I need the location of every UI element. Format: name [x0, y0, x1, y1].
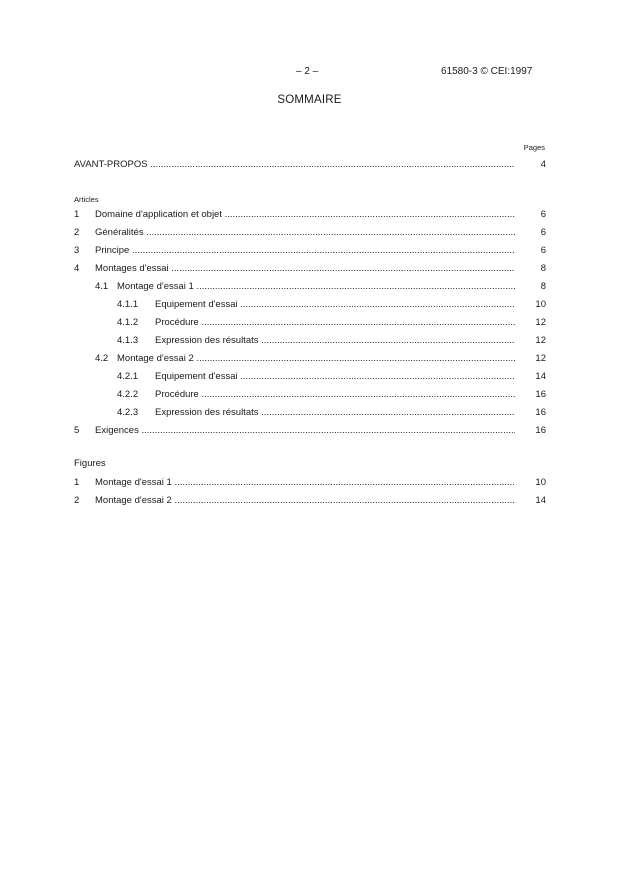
toc-entry[interactable] — [74, 262, 546, 276]
toc-entry-page: 6 — [540, 227, 546, 238]
toc-entry-label: Exigences ..... — [95, 424, 515, 438]
toc-entry-page: 12 — [535, 353, 546, 364]
toc-entry-number: 3 — [74, 245, 80, 256]
toc-entry-page: 8 — [540, 263, 546, 274]
toc-entry[interactable] — [74, 208, 546, 222]
toc-entry-number: 5 — [74, 425, 80, 436]
toc-entry-label: Montages d'essai ..... — [95, 262, 515, 276]
page-title: SOMMAIRE — [277, 94, 342, 106]
toc-entry-label: Procédure ..... — [155, 388, 515, 402]
toc-entry-number: 4.2 — [95, 353, 109, 364]
toc-figure-entry[interactable] — [74, 476, 546, 490]
toc-entry-label: Montage d'essai 1 ..... — [95, 476, 515, 490]
toc-entry-number: 4.2.1 — [117, 371, 139, 382]
toc-entry-label: Généralités ..... — [95, 226, 515, 240]
toc-figure-entry[interactable] — [74, 494, 546, 508]
toc-entry-page: 8 — [540, 281, 546, 292]
toc-entry-number: 1 — [74, 477, 80, 488]
toc-entry[interactable] — [74, 298, 546, 312]
toc-entry-number: 4.2.3 — [117, 407, 139, 418]
toc-entry-foreword[interactable] — [74, 158, 546, 172]
toc-entry-page: 16 — [535, 389, 546, 400]
toc-entry-number: 4.1.1 — [117, 299, 139, 310]
pages-column-label: Pages — [523, 143, 545, 152]
toc-entry-number: 4 — [74, 263, 80, 274]
toc-entry[interactable] — [74, 244, 546, 258]
toc-entry-page: 16 — [535, 407, 546, 418]
toc-entry-page: 16 — [535, 425, 546, 436]
toc-entry-label: Expression des résultats ..... — [155, 334, 515, 348]
toc-entry[interactable] — [74, 226, 546, 240]
toc-entry[interactable] — [74, 280, 546, 294]
toc-entry-label: Principe ..... — [95, 244, 515, 258]
toc-entry-number: 4.2.2 — [117, 389, 139, 400]
toc-entry-label: Equipement d'essai ..... — [155, 298, 515, 312]
toc-entry-number: 4.1.2 — [117, 317, 139, 328]
toc-entry-label: Montage d'essai 1 ..... — [117, 280, 515, 294]
toc-entry-label: Procédure ..... — [155, 316, 515, 330]
figures-section-label: Figures — [74, 458, 106, 469]
toc-entry-page: 10 — [535, 477, 546, 488]
toc-entry-page: 10 — [535, 299, 546, 310]
toc-entry-number: 4.1 — [95, 281, 109, 292]
toc-entry-label: AVANT-PROPOS ..... — [74, 158, 515, 172]
toc-entry-number: 2 — [74, 227, 80, 238]
toc-entry-page: 14 — [535, 371, 546, 382]
toc-entry-number: 1 — [74, 209, 80, 220]
toc-entry[interactable] — [74, 388, 546, 402]
document-reference: 61580-3 © CEI:1997 — [441, 66, 533, 77]
toc-entry-page: 4 — [540, 159, 546, 170]
toc-entry[interactable] — [74, 352, 546, 366]
toc-entry[interactable] — [74, 370, 546, 384]
toc-entry[interactable] — [74, 424, 546, 438]
toc-entry[interactable] — [74, 334, 546, 348]
toc-entry-label: Montage d'essai 2 ..... — [95, 494, 515, 508]
page-number: – 2 – — [296, 66, 319, 77]
toc-entry-page: 6 — [540, 209, 546, 220]
articles-section-label: Articles — [74, 195, 99, 204]
toc-entry-page: 12 — [535, 335, 546, 346]
toc-entry[interactable] — [74, 316, 546, 330]
toc-entry-page: 6 — [540, 245, 546, 256]
toc-entry[interactable] — [74, 406, 546, 420]
toc-entry-label: Montage d'essai 2 ..... — [117, 352, 515, 366]
toc-entry-label: Equipement d'essai ..... — [155, 370, 515, 384]
toc-entry-label: Domaine d'application et objet ..... — [95, 208, 515, 222]
toc-entry-number: 4.1.3 — [117, 335, 139, 346]
toc-entry-label: Expression des résultats ..... — [155, 406, 515, 420]
toc-entry-number: 2 — [74, 495, 80, 506]
toc-entry-page: 12 — [535, 317, 546, 328]
toc-entry-page: 14 — [535, 495, 546, 506]
